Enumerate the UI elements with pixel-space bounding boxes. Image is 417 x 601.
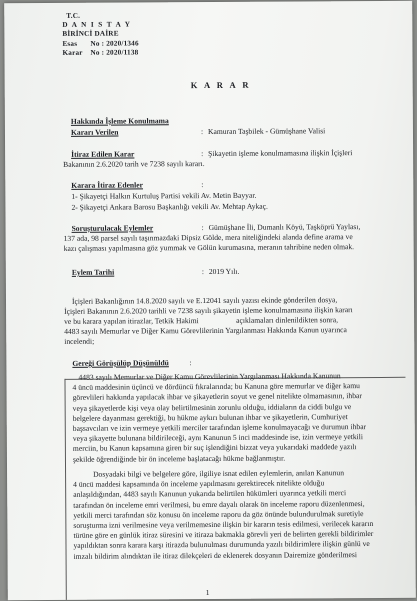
reasoning-line: görevlileri hakkında yapılacak ihbar ve şikayetlerin soyut ve genel nitelikte olmamasının, ihbar — [72, 391, 362, 403]
reasoning-line: yapıldıktan sonra karara karşı itirazda bulunulması durumunda yazılı bildirimlere ilişkin günlü ve — [73, 539, 370, 551]
intro-line: İçişleri Bakanlığının 14.8.2020 sayılı ve E.12041 sayılı yazısı ekinde gönderilen dosya, — [71, 295, 338, 306]
acts-sep: : — [201, 223, 204, 233]
header-karar-value: No : 2020/1138 — [90, 48, 139, 57]
header-tc: T.C. — [66, 11, 81, 20]
header-chamber: BİRİNCİ DAİRE — [62, 29, 119, 38]
reasoning-line: 4 üncü maddesinin üçüncü ve dördüncü fıkralarında; bu Kanuna göre memurlar ve diğer kamu — [72, 381, 360, 393]
header-esas-label: Esas — [62, 39, 78, 48]
reasoning-line: veya şikayette bulunana bildirileceği, aynı Kanunun 5 inci maddesinde ise, izin vermeye yetkili — [72, 432, 364, 444]
date-label: Eylem Tarihi — [71, 267, 115, 277]
intro-line: 4483 sayılı Memurlar ve Diğer Kamu Görevlilerinin Yargılanması Hakkında Kanun uyarınca — [64, 325, 347, 336]
objector-item: 2- Şikayetçi Ankara Barosu Başkanlığı vekili Av. Mehtap Aykaç. — [71, 201, 268, 212]
decision-subject-label: Kararı Verilen — [70, 127, 119, 137]
objection-sep: : — [201, 149, 204, 159]
page-number: 1 — [205, 588, 210, 598]
date-value: 2019 Yılı. — [208, 266, 240, 277]
document-page — [4, 1, 416, 600]
reasoning-paragraph-2 — [73, 468, 404, 562]
intro-line: incelendi; — [64, 336, 95, 346]
header-esas-value: No : 2020/1346 — [90, 39, 139, 48]
header-court: D A N I S T A Y — [62, 20, 132, 29]
objection-value-cont: Bakanının 2.6.2020 tarih ve 7238 sayılı kararı. — [63, 159, 205, 169]
reasoning-paragraph-1 — [72, 371, 403, 465]
acts-label: Soruşturulacak Eylemler — [71, 223, 154, 233]
reasoning-line: türüne göre en günlük itiraz süresini ve itiraza bakmakla görevli yeri de belirten gerekli bildirimler — [73, 529, 374, 541]
decision-subject-value: Kamuran Taşbilek - Gümüşhane Valisi — [207, 126, 326, 137]
reasoning-line: 4 üncü maddesi kapsamında ön inceleme yapılmasını gerektirecek nitelikte olduğu — [73, 478, 325, 490]
intro-line: ve bu karara yapılan itirazlar, Tetkik Hakimi — [64, 316, 199, 326]
decision-subject-sep: : — [200, 127, 204, 137]
reasoning-line: şekilde öğrendiğinde bir ön inceleme başlatacağı hükme bağlanmıştır. — [72, 453, 286, 464]
objectors-label: Karara İtiraz Edenler — [71, 180, 144, 190]
reasoning-line: veya şikayetlerde kişi veya olay belirtilmesinin zorunlu olduğu, iddiaların da ciddi bulgu ve — [72, 401, 352, 413]
reasoning-line: 4483 sayılı Memurlar ve Diğer Kamu Görevlilerinin Yargılanması Hakkında Kanunun — [78, 371, 341, 382]
objection-label: İtiraz Edilen Karar — [71, 149, 135, 159]
decision-title: K A R A R — [190, 79, 252, 91]
objector-item: 1- Şikayetçi Halkın Kurtuluş Partisi vekili Av. Metin Bayyar. — [71, 190, 257, 201]
intro-line: İçişleri Bakanının 2.6.2020 tarihli ve 7238 sayılı şikayetin işleme konulmamasına ilişkin kararı — [64, 305, 353, 316]
reasoning-sep: : — [189, 358, 192, 368]
reasoning-line: imzalı bildirim alındıktan ile itiraz dilekçeleri de eklenerek dosyanın Dairemize gönderilmesi — [73, 549, 357, 561]
acts-value: Gümüşhane İli, Dumanlı Köyü, Taşköprü Yaylası, — [208, 222, 361, 233]
reasoning-line: tarafından ön inceleme emri verilmesi, bu emre dayalı olarak ön inceleme raporu düzenlenmesi, — [73, 498, 365, 510]
reasoning-line: yetkili merci tarafından söz konusu ön inceleme raporu da göz önünde bulundurulmak suretiyle — [73, 508, 364, 520]
reasoning-heading: Gereği Görüşülüp Düşünüldü — [72, 358, 169, 368]
reasoning-line: Dosyadaki bilgi ve belgelere göre, ilgiliye isnat edilen eylemlerin, anılan Kanunun — [93, 468, 345, 479]
objectors-sep: : — [201, 180, 204, 190]
acts-value-cont: kazı çalışması yapılmasına göz yummak ve Gölün kurumasına, meranın tahribine neden olmak. — [63, 242, 355, 253]
acts-value-cont: 137 ada, 98 parsel sayılı taşınmazdaki Dipsiz Gölde, mera niteliğindeki alanda define arama ve — [63, 232, 353, 243]
reasoning-line: merciin, bu Kanun kapsamına giren bir suç işlendiğini bizzat veya yukarıdaki maddede yazılı — [72, 442, 357, 454]
intro-line: açıklamaları dinlenildikten sonra, — [236, 315, 339, 325]
reasoning-line: belgelere dayanması gerektiği, bu hükme aykırı bulunan ihbar ve şikayetlerin, Cumhuriyet — [72, 411, 348, 423]
reasoning-line: başsavcıları ve izin vermeye yetkili merciler tarafından işleme konulmayacağı ve durumun ihbar — [72, 422, 367, 433]
date-sep: : — [201, 267, 204, 277]
reasoning-line: anlaşıldığından, 4483 sayılı Kanunun yukarıda belirtilen hükümleri uyarınca yetkili merci — [73, 488, 347, 500]
reasoning-line: soruşturma izni verilmesine veya verilmemesine ilişkin bir kararın tesis edilmesi, verilecek kararın — [73, 519, 374, 530]
header-karar-label: Karar — [62, 48, 83, 57]
decision-subject-label-top: Hakkında İşleme Konulmama — [70, 116, 169, 126]
objection-value: Şikayetin işleme konulmamasına ilişkin İçişleri — [208, 148, 353, 159]
